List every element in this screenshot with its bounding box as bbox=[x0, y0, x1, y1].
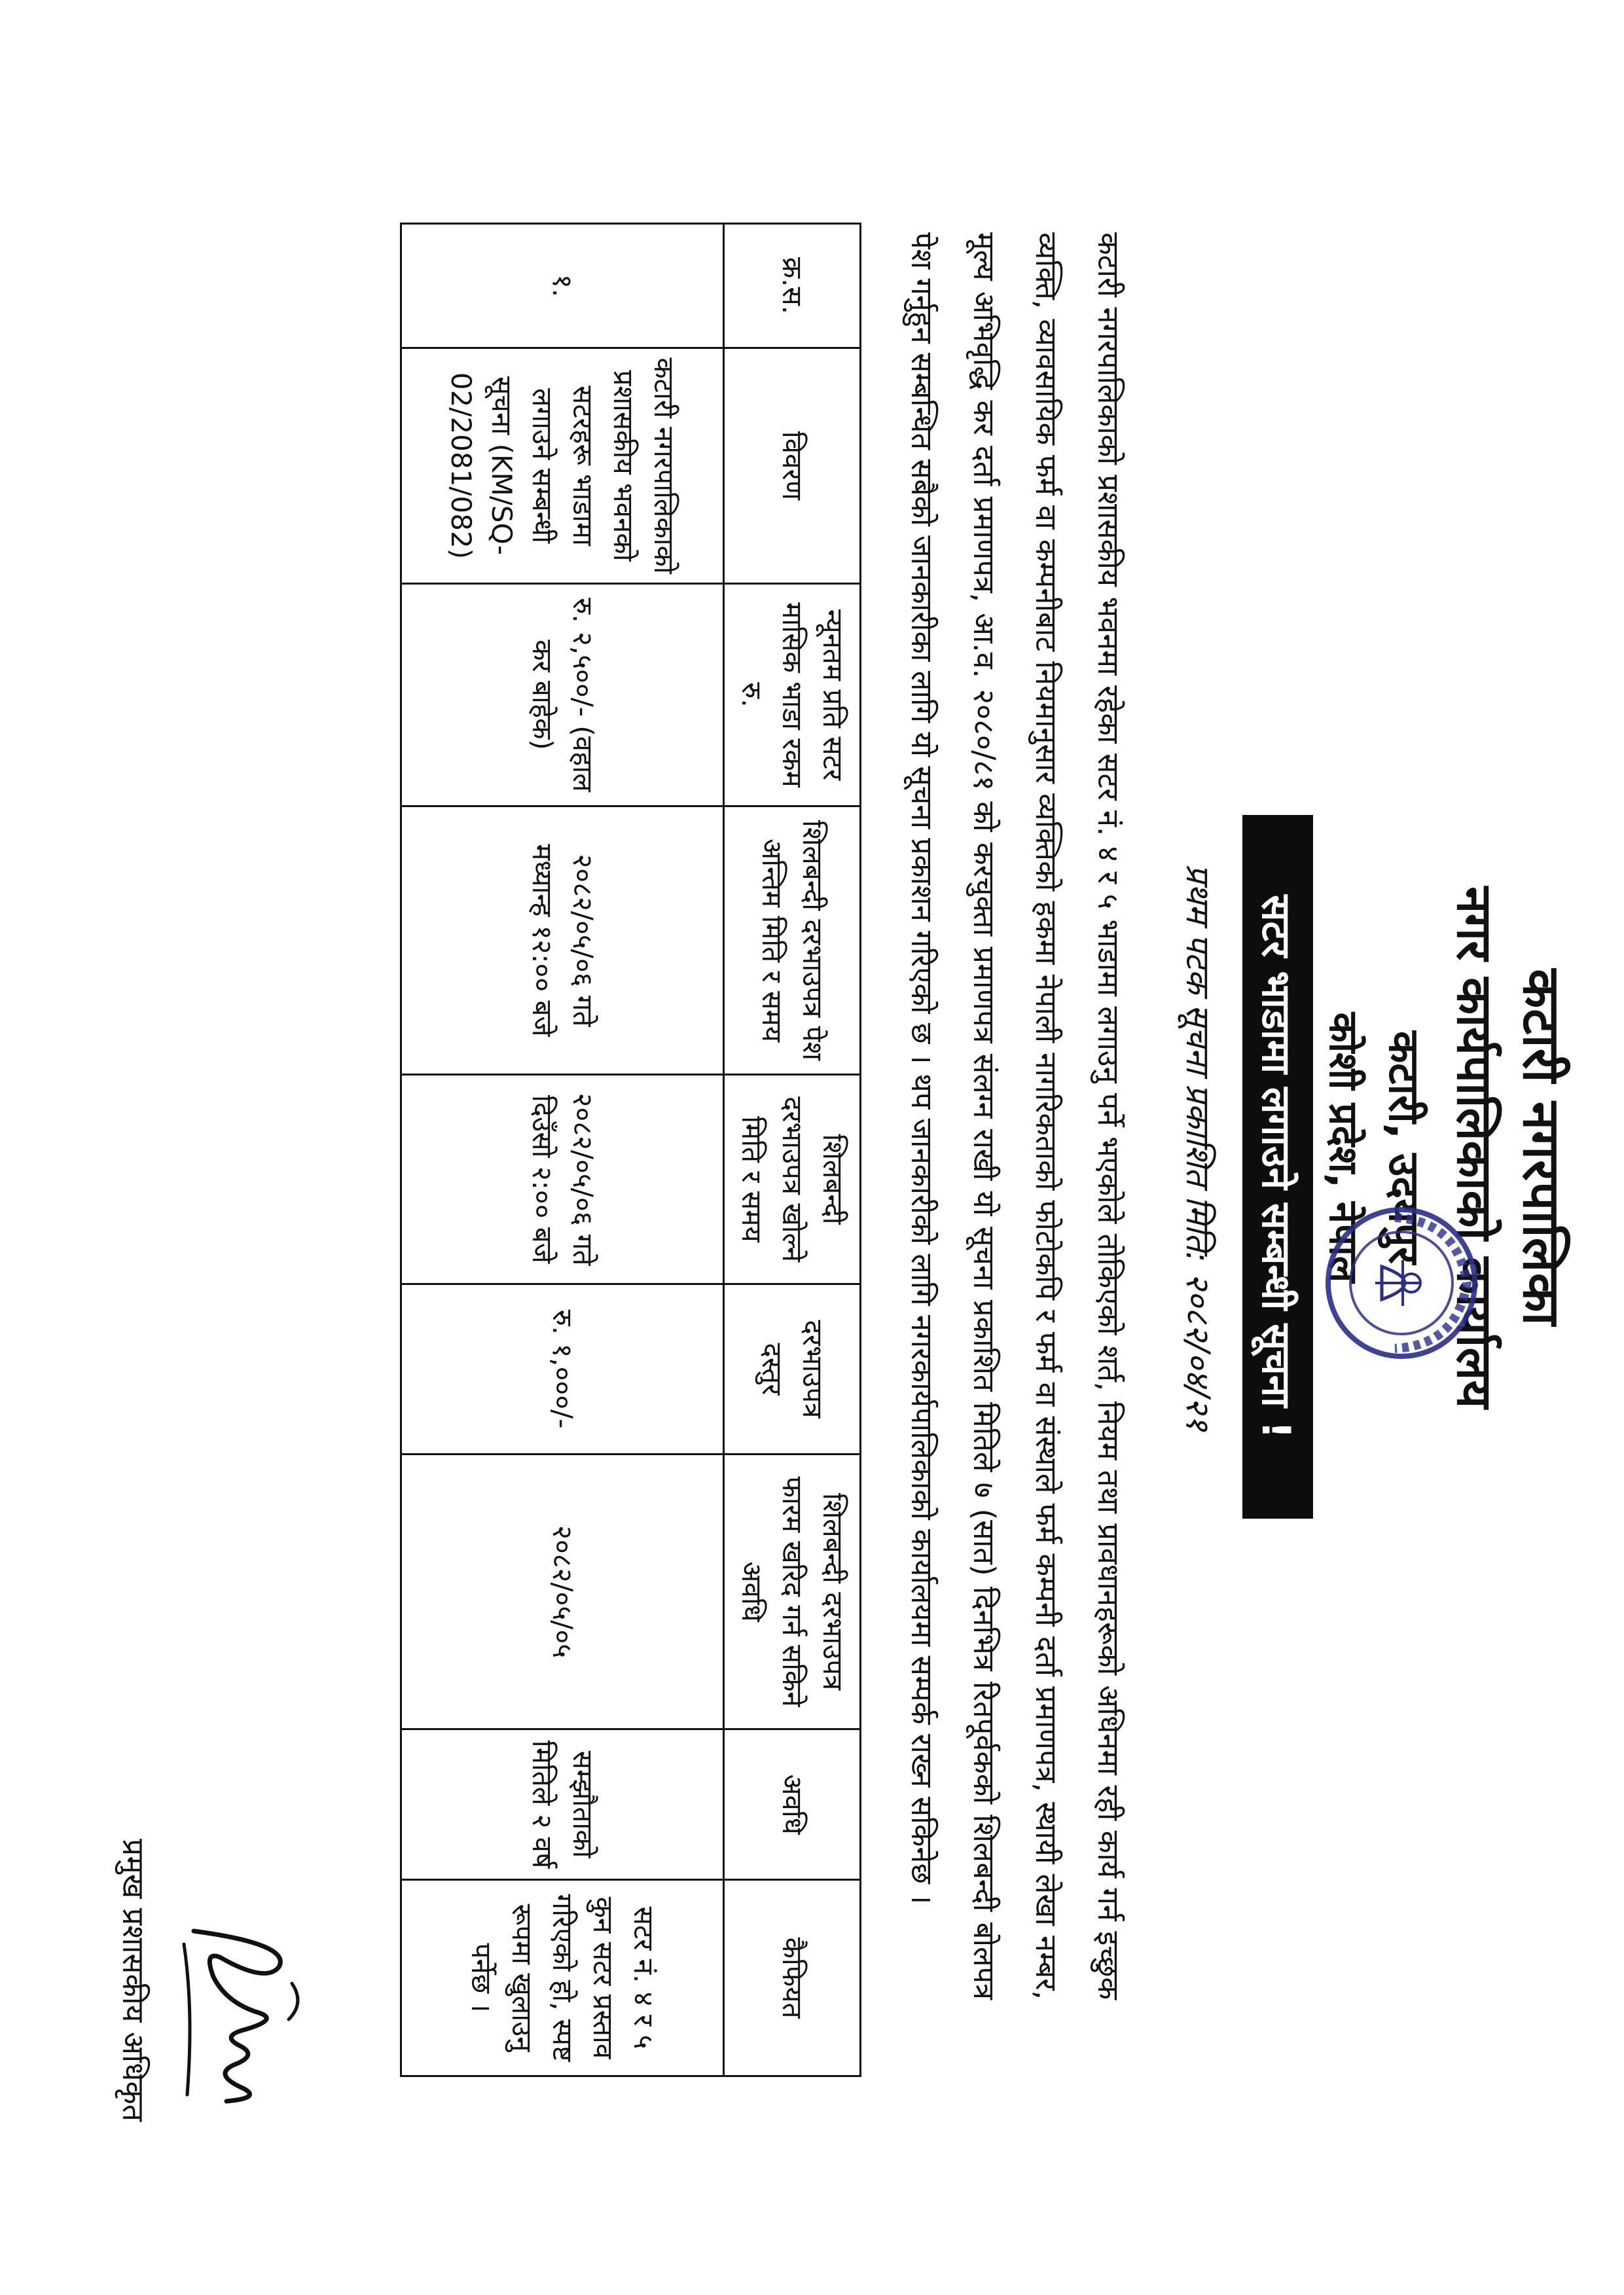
column-header: क्र.स. bbox=[724, 224, 861, 348]
notice-title: सटर भाडामा लगाउने सम्बन्धी सूचना ! bbox=[1242, 815, 1313, 1519]
serial-number-cell: १. bbox=[401, 224, 724, 348]
duration-cell: सम्झौताको मितिले २ वर्ष bbox=[401, 1729, 724, 1880]
table-header-row bbox=[724, 224, 861, 2076]
signature-icon bbox=[154, 1905, 318, 2121]
table-row bbox=[401, 224, 724, 2076]
purchase-period-cell: २०८२/०५/०५ bbox=[401, 1455, 724, 1729]
notice-body: कटारी नगरपालिकाको प्रशासकीय भवनमा रहेका सटर नं. ४ र ५ भाडामा लगाउनु पर्ने भएकोले तोकिएको शर्त, नियम तथा प्रावधानहरूको अधिनमा रही कार्य गर्न इच्छुक व्यक्ति, व्यावसायिक फर्म वा कम्पनीबाट नियमानुसार व्यक्तिको हकमा नेपाली नागरिकताको फोटोकपि र फर्म वा संस्थाले फर्म कम्पनी दर्ता प्रमाणपत्र, स्थायी लेखा नम्बर, मूल्य अभिवृद्धि कर दर्ता प्रमाणपत्र, आ.व. २०८०/८१ को करचुक्ता प्रमाणपत्र संलग्न राखी यो सूचना प्रकाशित मितिले ७ (सात) दिनभित्र रितपूर्वकको शिलबन्दी बोलपत्र पेश गर्नुहुन सम्बन्धित सबैको जानकारीका लागि यो सूचना प्रकाशन गरिएको छ । थप जानकारीको लागि नगरकार्यपालिकाको कार्यालयमा सम्पर्क राख्न सकिनेछ । bbox=[905, 232, 1126, 2000]
column-header: शिलबन्दी दरभाउपत्र खोल्ने मिति र समय bbox=[724, 1075, 861, 1284]
column-header: कैफियत bbox=[724, 1880, 861, 2076]
published-date-line: प्रथम पटक सूचना प्रकाशित मिति: २०८२/०४/२१ bbox=[1179, 863, 1217, 1432]
column-header: दरभाउपत्र दस्तुर bbox=[724, 1284, 861, 1455]
column-header: अवधि bbox=[724, 1729, 861, 1880]
min-rent-cell: रु. २,५००/- (वहाल कर बाहेक) bbox=[401, 584, 724, 806]
column-header: शिलबन्दी दरभाउपत्र पेश अन्तिम मिति र समय bbox=[724, 806, 861, 1075]
fee-cell: रु. १,०००/- bbox=[401, 1284, 724, 1455]
office-name: नगर कार्यपालिकाको कार्यालय bbox=[1446, 886, 1502, 1409]
submission-deadline-cell: २०८२/०५/०६ गते मध्यान्ह १२:०० बजे bbox=[401, 806, 724, 1075]
municipality-name: कटारी नगरपालिका bbox=[1511, 969, 1570, 1326]
column-header: न्यूनतम प्रति सटर मासिक भाडा रकम रु. bbox=[724, 584, 861, 806]
column-header: शिलबन्दी दरभाउपत्र फारम खरिद गर्न सकिने अवधि bbox=[724, 1455, 861, 1729]
remarks-cell: सटर नं. ४ र ५ कुन सटर प्रस्ताव गरिएको हो, स्पष्ट रूपमा खुलाउनु पर्नेछ । bbox=[401, 1880, 724, 2076]
city-line: कटारी, उदयपुर bbox=[1379, 1030, 1428, 1265]
description-cell: कटारी नगरपालिकाको प्रशासकीय भवनको सटरहरू भाडामा लगाउने सम्बन्धी सूचना (KM/SQ-02/2081/082) bbox=[401, 348, 724, 584]
tender-table bbox=[400, 223, 861, 2077]
province-line: कोशी प्रदेश, नेपाल bbox=[1320, 1012, 1366, 1283]
office-seal-stamp-icon bbox=[1323, 1204, 1480, 1362]
opening-time-cell: २०८२/०५/०६ गते दिउँसो २:०० बजे bbox=[401, 1075, 724, 1284]
column-header: विवरण bbox=[724, 348, 861, 584]
signatory-title: प्रमुख प्रशासकीय अधिकृत bbox=[116, 1839, 151, 2122]
